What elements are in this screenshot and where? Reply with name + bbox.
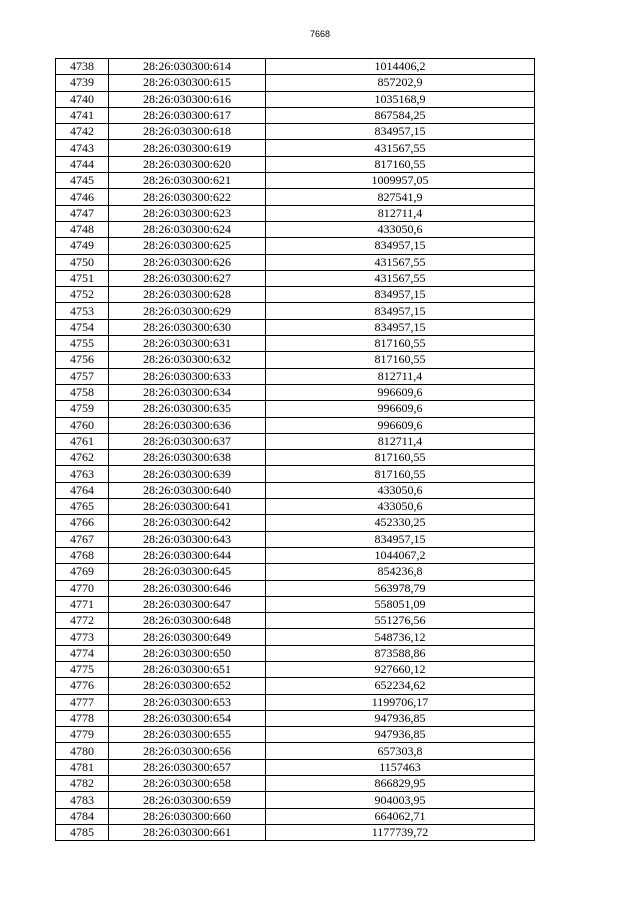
cadastral-value-cell: 1199706,17 <box>266 694 535 710</box>
cadastral-number-cell: 28:26:030300:628 <box>109 287 266 303</box>
cadastral-value-cell: 947936,85 <box>266 710 535 726</box>
table-row <box>56 107 535 123</box>
row-number-cell: 4760 <box>56 417 109 433</box>
cadastral-number-cell: 28:26:030300:652 <box>109 678 266 694</box>
cadastral-value-cell: 827541,9 <box>266 189 535 205</box>
cadastral-number-cell: 28:26:030300:616 <box>109 91 266 107</box>
cadastral-number-cell: 28:26:030300:622 <box>109 189 266 205</box>
row-number-cell: 4775 <box>56 661 109 677</box>
table-row <box>56 792 535 808</box>
cadastral-number-cell: 28:26:030300:636 <box>109 417 266 433</box>
table-body <box>56 59 535 841</box>
cadastral-value-cell: 857202,9 <box>266 75 535 91</box>
table-row <box>56 596 535 612</box>
cadastral-number-cell: 28:26:030300:649 <box>109 629 266 645</box>
cadastral-value-cell: 664062,71 <box>266 808 535 824</box>
row-number-cell: 4747 <box>56 205 109 221</box>
table-row <box>56 776 535 792</box>
row-number-cell: 4753 <box>56 303 109 319</box>
row-number-cell: 4742 <box>56 124 109 140</box>
cadastral-value-cell: 854236,8 <box>266 564 535 580</box>
row-number-cell: 4738 <box>56 59 109 75</box>
row-number-cell: 4765 <box>56 499 109 515</box>
table-row <box>56 140 535 156</box>
cadastral-number-cell: 28:26:030300:646 <box>109 580 266 596</box>
cadastral-number-cell: 28:26:030300:615 <box>109 75 266 91</box>
cadastral-value-cell: 996609,6 <box>266 417 535 433</box>
cadastral-value-cell: 1157463 <box>266 759 535 775</box>
cadastral-number-cell: 28:26:030300:614 <box>109 59 266 75</box>
cadastral-value-cell: 873588,86 <box>266 645 535 661</box>
table-row <box>56 531 535 547</box>
row-number-cell: 4752 <box>56 287 109 303</box>
row-number-cell: 4776 <box>56 678 109 694</box>
table-row <box>56 547 535 563</box>
row-number-cell: 4768 <box>56 547 109 563</box>
cadastral-value-cell: 551276,56 <box>266 613 535 629</box>
row-number-cell: 4782 <box>56 776 109 792</box>
row-number-cell: 4750 <box>56 254 109 270</box>
table-row <box>56 759 535 775</box>
row-number-cell: 4745 <box>56 173 109 189</box>
row-number-cell: 4777 <box>56 694 109 710</box>
cadastral-number-cell: 28:26:030300:639 <box>109 466 266 482</box>
table-row <box>56 678 535 694</box>
row-number-cell: 4756 <box>56 352 109 368</box>
cadastral-number-cell: 28:26:030300:650 <box>109 645 266 661</box>
row-number-cell: 4774 <box>56 645 109 661</box>
cadastral-number-cell: 28:26:030300:645 <box>109 564 266 580</box>
page-number: 7668 <box>309 29 331 39</box>
cadastral-number-cell: 28:26:030300:659 <box>109 792 266 808</box>
cadastral-value-cell: 1035168,9 <box>266 91 535 107</box>
cadastral-value-table <box>55 58 535 841</box>
table-row <box>56 75 535 91</box>
cadastral-value-cell: 558051,09 <box>266 596 535 612</box>
table-row <box>56 629 535 645</box>
row-number-cell: 4771 <box>56 596 109 612</box>
table-row <box>56 515 535 531</box>
table-row <box>56 710 535 726</box>
cadastral-number-cell: 28:26:030300:629 <box>109 303 266 319</box>
table-row <box>56 743 535 759</box>
table-row <box>56 645 535 661</box>
table-row <box>56 221 535 237</box>
row-number-cell: 4755 <box>56 336 109 352</box>
table-row <box>56 368 535 384</box>
table-row <box>56 417 535 433</box>
cadastral-number-cell: 28:26:030300:661 <box>109 824 266 840</box>
table-row <box>56 287 535 303</box>
cadastral-number-cell: 28:26:030300:633 <box>109 368 266 384</box>
cadastral-value-cell: 812711,4 <box>266 368 535 384</box>
cadastral-number-cell: 28:26:030300:656 <box>109 743 266 759</box>
cadastral-number-cell: 28:26:030300:619 <box>109 140 266 156</box>
cadastral-number-cell: 28:26:030300:617 <box>109 107 266 123</box>
cadastral-value-cell: 834957,15 <box>266 287 535 303</box>
row-number-cell: 4772 <box>56 613 109 629</box>
row-number-cell: 4759 <box>56 401 109 417</box>
row-number-cell: 4739 <box>56 75 109 91</box>
cadastral-number-cell: 28:26:030300:621 <box>109 173 266 189</box>
table-row <box>56 336 535 352</box>
cadastral-value-cell: 431567,55 <box>266 270 535 286</box>
table-row <box>56 727 535 743</box>
cadastral-value-cell: 563978,79 <box>266 580 535 596</box>
table-row <box>56 124 535 140</box>
table-row <box>56 270 535 286</box>
cadastral-number-cell: 28:26:030300:634 <box>109 384 266 400</box>
table-row <box>56 319 535 335</box>
cadastral-value-cell: 817160,55 <box>266 450 535 466</box>
row-number-cell: 4766 <box>56 515 109 531</box>
cadastral-number-cell: 28:26:030300:632 <box>109 352 266 368</box>
row-number-cell: 4779 <box>56 727 109 743</box>
row-number-cell: 4758 <box>56 384 109 400</box>
cadastral-number-cell: 28:26:030300:626 <box>109 254 266 270</box>
cadastral-value-cell: 548736,12 <box>266 629 535 645</box>
row-number-cell: 4769 <box>56 564 109 580</box>
table-row <box>56 156 535 172</box>
cadastral-number-cell: 28:26:030300:644 <box>109 547 266 563</box>
table-row <box>56 59 535 75</box>
row-number-cell: 4763 <box>56 466 109 482</box>
cadastral-number-cell: 28:26:030300:655 <box>109 727 266 743</box>
row-number-cell: 4784 <box>56 808 109 824</box>
cadastral-number-cell: 28:26:030300:638 <box>109 450 266 466</box>
cadastral-value-cell: 817160,55 <box>266 352 535 368</box>
cadastral-value-cell: 834957,15 <box>266 124 535 140</box>
cadastral-number-cell: 28:26:030300:623 <box>109 205 266 221</box>
cadastral-value-cell: 657303,8 <box>266 743 535 759</box>
table-row <box>56 808 535 824</box>
cadastral-number-cell: 28:26:030300:618 <box>109 124 266 140</box>
row-number-cell: 4783 <box>56 792 109 808</box>
table-row <box>56 254 535 270</box>
cadastral-number-cell: 28:26:030300:658 <box>109 776 266 792</box>
cadastral-value-cell: 866829,95 <box>266 776 535 792</box>
table-row <box>56 661 535 677</box>
table-row <box>56 824 535 840</box>
cadastral-number-cell: 28:26:030300:640 <box>109 482 266 498</box>
cadastral-number-cell: 28:26:030300:620 <box>109 156 266 172</box>
cadastral-number-cell: 28:26:030300:635 <box>109 401 266 417</box>
cadastral-number-cell: 28:26:030300:642 <box>109 515 266 531</box>
cadastral-value-cell: 431567,55 <box>266 140 535 156</box>
table-row <box>56 205 535 221</box>
cadastral-value-cell: 433050,6 <box>266 221 535 237</box>
cadastral-number-cell: 28:26:030300:630 <box>109 319 266 335</box>
cadastral-value-cell: 812711,4 <box>266 205 535 221</box>
cadastral-value-cell: 652234,62 <box>266 678 535 694</box>
row-number-cell: 4749 <box>56 238 109 254</box>
row-number-cell: 4743 <box>56 140 109 156</box>
cadastral-value-cell: 834957,15 <box>266 303 535 319</box>
cadastral-number-cell: 28:26:030300:624 <box>109 221 266 237</box>
cadastral-number-cell: 28:26:030300:653 <box>109 694 266 710</box>
cadastral-number-cell: 28:26:030300:651 <box>109 661 266 677</box>
row-number-cell: 4785 <box>56 824 109 840</box>
table-row <box>56 384 535 400</box>
table-row <box>56 433 535 449</box>
cadastral-value-cell: 996609,6 <box>266 401 535 417</box>
cadastral-value-cell: 817160,55 <box>266 336 535 352</box>
table-row <box>56 173 535 189</box>
row-number-cell: 4757 <box>56 368 109 384</box>
cadastral-value-cell: 834957,15 <box>266 238 535 254</box>
row-number-cell: 4744 <box>56 156 109 172</box>
cadastral-number-cell: 28:26:030300:657 <box>109 759 266 775</box>
table-row <box>56 238 535 254</box>
table-row <box>56 352 535 368</box>
cadastral-value-cell: 817160,55 <box>266 466 535 482</box>
row-number-cell: 4748 <box>56 221 109 237</box>
row-number-cell: 4740 <box>56 91 109 107</box>
cadastral-value-cell: 834957,15 <box>266 319 535 335</box>
table-row <box>56 303 535 319</box>
row-number-cell: 4778 <box>56 710 109 726</box>
cadastral-number-cell: 28:26:030300:654 <box>109 710 266 726</box>
table-row <box>56 482 535 498</box>
cadastral-value-cell: 433050,6 <box>266 482 535 498</box>
table-row <box>56 564 535 580</box>
cadastral-value-cell: 927660,12 <box>266 661 535 677</box>
cadastral-number-cell: 28:26:030300:637 <box>109 433 266 449</box>
table-row <box>56 466 535 482</box>
cadastral-number-cell: 28:26:030300:625 <box>109 238 266 254</box>
cadastral-value-cell: 834957,15 <box>266 531 535 547</box>
cadastral-value-cell: 812711,4 <box>266 433 535 449</box>
row-number-cell: 4767 <box>56 531 109 547</box>
row-number-cell: 4770 <box>56 580 109 596</box>
cadastral-value-cell: 431567,55 <box>266 254 535 270</box>
cadastral-number-cell: 28:26:030300:627 <box>109 270 266 286</box>
cadastral-value-cell: 1014406,2 <box>266 59 535 75</box>
table-row <box>56 189 535 205</box>
cadastral-value-cell: 433050,6 <box>266 499 535 515</box>
cadastral-value-cell: 1044067,2 <box>266 547 535 563</box>
cadastral-number-cell: 28:26:030300:631 <box>109 336 266 352</box>
cadastral-value-cell: 817160,55 <box>266 156 535 172</box>
row-number-cell: 4751 <box>56 270 109 286</box>
table-row <box>56 694 535 710</box>
cadastral-value-cell: 904003,95 <box>266 792 535 808</box>
cadastral-number-cell: 28:26:030300:648 <box>109 613 266 629</box>
row-number-cell: 4746 <box>56 189 109 205</box>
table-row <box>56 450 535 466</box>
cadastral-number-cell: 28:26:030300:647 <box>109 596 266 612</box>
row-number-cell: 4780 <box>56 743 109 759</box>
cadastral-value-cell: 947936,85 <box>266 727 535 743</box>
cadastral-number-cell: 28:26:030300:641 <box>109 499 266 515</box>
cadastral-value-cell: 1009957,05 <box>266 173 535 189</box>
cadastral-value-cell: 452330,25 <box>266 515 535 531</box>
row-number-cell: 4761 <box>56 433 109 449</box>
cadastral-value-cell: 867584,25 <box>266 107 535 123</box>
row-number-cell: 4773 <box>56 629 109 645</box>
table-row <box>56 499 535 515</box>
table-row <box>56 580 535 596</box>
table-row <box>56 91 535 107</box>
row-number-cell: 4741 <box>56 107 109 123</box>
cadastral-value-cell: 1177739,72 <box>266 824 535 840</box>
row-number-cell: 4764 <box>56 482 109 498</box>
cadastral-number-cell: 28:26:030300:643 <box>109 531 266 547</box>
table-row <box>56 401 535 417</box>
row-number-cell: 4754 <box>56 319 109 335</box>
cadastral-value-cell: 996609,6 <box>266 384 535 400</box>
cadastral-number-cell: 28:26:030300:660 <box>109 808 266 824</box>
table-row <box>56 613 535 629</box>
row-number-cell: 4781 <box>56 759 109 775</box>
row-number-cell: 4762 <box>56 450 109 466</box>
